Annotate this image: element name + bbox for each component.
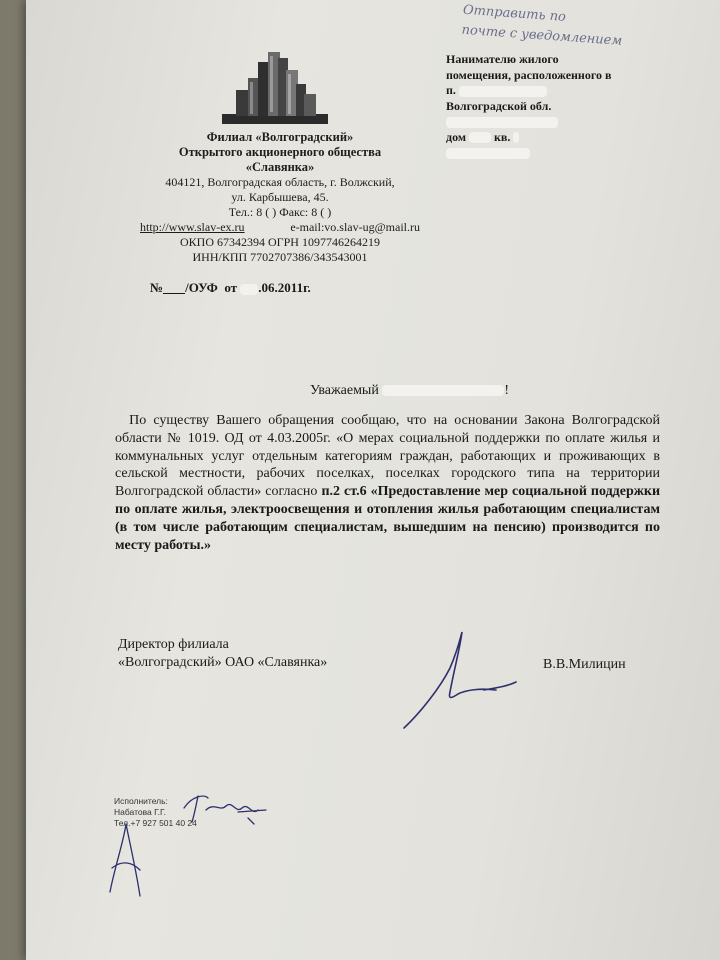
recipient-line3 [446,83,676,99]
recipient-line5 [446,114,676,130]
reference-date-suffix: .06.2011г. [258,280,311,295]
redaction-mask [163,284,185,294]
recipient-line2: помещения, расположенного в [446,67,612,82]
signatory-title-line2: «Волгоградский» ОАО «Славянка» [118,655,328,670]
reference-date-prefix: от [224,280,238,295]
margin-pen-mark-icon [106,820,146,900]
redaction-mask [446,117,558,128]
greeting-prefix: Уважаемый [310,383,379,398]
greeting-suffix: ! [504,383,510,398]
handwritten-note-line2: почте с уведомлением [461,22,623,49]
signatory-name: В.В.Милицин [543,657,626,672]
sender-name-line2: Открытого акционерного общества [178,145,382,159]
executor-label: Исполнитель: [114,796,168,806]
executor-signature-icon [178,790,268,830]
sender-email: e-mail:vo.slav-ug@mail.ru [290,220,420,234]
redaction-mask [469,132,491,143]
reference-number-prefix: № [150,280,164,295]
handwritten-note-line1: Отправить по [462,2,567,25]
body-text-bold: «Предоставление мер социальной поддержки по оплате жилья, электроосвещения и отопления жилья работающим специалистам (в том числе работающим специалистам, вышедшим на пенсию) производится по месту работы.» [115,484,661,553]
company-logo-icon [222,48,328,128]
letter-reference [150,280,311,296]
recipient-flat-label: кв. [494,129,511,144]
sender-name-line1: Филиал «Волгоградский» [206,130,354,144]
redaction-mask [240,284,258,295]
body-text-bold-ref: п.2 ст.6 [321,484,367,500]
recipient-settlement-prefix: п. [446,83,456,97]
sender-address-line2: ул. Карбышева, 45. [231,190,329,204]
sender-contacts [140,220,420,235]
greeting [310,383,509,399]
recipient-line1: Нанимателю жилого [446,52,559,66]
redaction-mask [446,148,530,159]
recipient-line7 [446,145,676,161]
redaction-mask [459,86,547,97]
recipient-line4: Волгоградской обл. [446,98,552,113]
sender-inn-kpp: ИНН/КПП 7702707386/343543001 [192,250,368,264]
recipient-line6 [446,130,676,146]
redaction-mask [513,132,519,143]
sender-block [140,130,420,265]
sender-name-line3: «Славянка» [245,160,315,174]
sender-address-line1: 404121, Волгоградская область, г. Волжский, [165,175,395,189]
sender-phones: Тел.: 8 ( ) Факс: 8 ( ) [228,205,332,219]
signature-block [118,636,327,672]
letter-body [115,412,660,554]
director-signature-icon [400,628,520,738]
sender-website-link[interactable]: http://www.slav-ex.ru [140,220,245,234]
redaction-mask [382,385,504,396]
sender-okpo-ogrn: ОКПО 67342394 ОГРН 1097746264219 [180,235,380,249]
recipient-block [446,52,676,161]
recipient-house-label: дом [446,129,467,144]
reference-number-suffix: /ОУФ [185,280,218,295]
signatory-title-line1: Директор филиала [118,637,229,652]
executor-phone: Тел.+7 927 501 40 24 [114,818,197,828]
body-text-regular: По существу Вашего обращения сообщаю, что на основании Закона Волгоградской области № 1019. ОД от 4.03.2005г. «О мерах социальной поддержки по оплате жилья и коммунальных услуг отдельным категориям граждан, работающих и проживающих в сельской местности, рабочих поселках, поселках городского типа на территории Волгоградской области» согласно [115,413,661,500]
executor-name: Набатова Г.Г. [114,807,166,817]
